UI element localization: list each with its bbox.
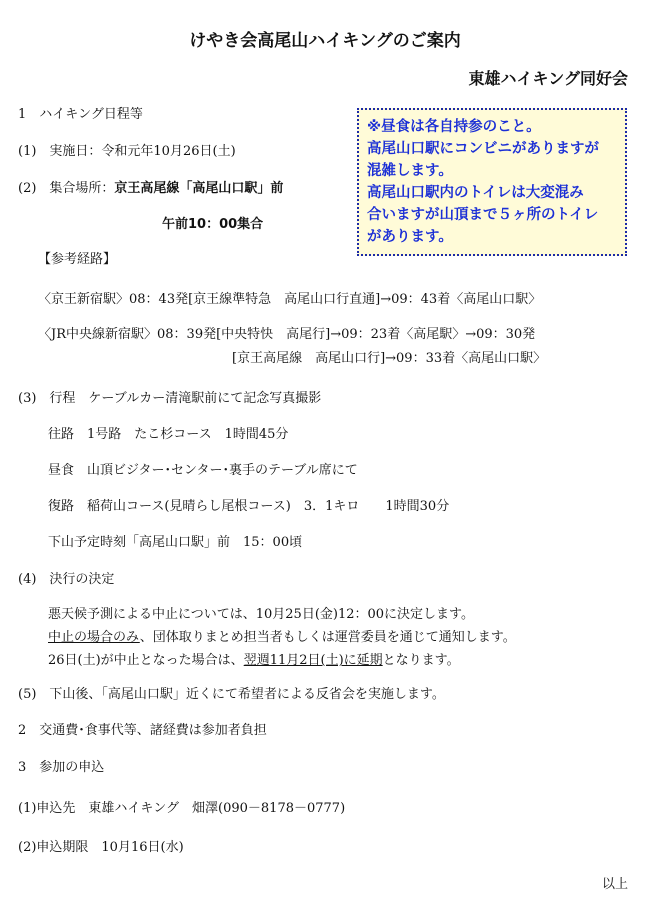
notice-line: ※昼食は各自持参のこと。 — [367, 119, 541, 135]
decision-underline: 翌週11月2日(土)に延期 — [243, 653, 383, 668]
decision-heading: (4) 決行の決定 — [18, 572, 115, 587]
route-line: 〈JR中央線新宿駅〉08：39発[中央特快 高尾行]→09：23着〈高尾駅〉→09：30発 — [38, 327, 536, 342]
itinerary-lunch: 昼食 山頂ビジター･センター･裏手のテーブル席にて — [48, 463, 358, 478]
meeting-time: 午前10：00集合 — [162, 217, 264, 232]
closing-mark: 以上 — [601, 877, 628, 892]
decision-text: となります。 — [382, 653, 460, 668]
decision-line: 悪天候予測による中止については、10月25日(金)12：00に決定します。 — [48, 607, 475, 622]
reflection-meeting: (5) 下山後、「高尾山口駅」近くにて希望者による反省会を実施します。 — [18, 687, 445, 702]
notice-line: 合いますが山頂まで５ヶ所のトイレ — [367, 207, 599, 223]
itinerary-return: 復路 稲荷山コース(見晴らし尾根コース) 3．1キロ 1時間30分 — [48, 499, 450, 514]
decision-line — [48, 626, 516, 645]
decision-text: 、団体取りまとめ担当者もしくは運営委員を通じて通知します。 — [139, 630, 516, 645]
notice-line: があります。 — [367, 229, 453, 245]
lunch-toilet-notice-box — [357, 108, 627, 256]
itinerary-outbound: 往路 1号路 たこ杉コース 1時間45分 — [48, 427, 289, 442]
application-deadline: (2)申込期限 10月16日(水) — [18, 840, 184, 855]
meeting-place-label: (2) 集合場所： — [18, 181, 115, 196]
route-line: [京王高尾線 高尾山口行]→09：33着〈高尾山口駅〉 — [232, 351, 547, 366]
notice-line: 高尾山口駅にコンビニがありますが — [367, 141, 599, 157]
section2-costs: 2 交通費･食事代等、諸経費は参加者負担 — [18, 723, 267, 738]
decision-underline: 中止の場合のみ — [48, 630, 140, 645]
notice-line: 混雑します。 — [367, 163, 453, 179]
decision-text: 26日(土)が中止となった場合は、 — [48, 653, 244, 668]
notice-line: 高尾山口駅内のトイレは大変混み — [367, 185, 584, 201]
itinerary-descent: 下山予定時刻「高尾山口駅」前 15：00頃 — [48, 535, 303, 550]
itinerary-heading: (3) 行程 ケーブルカー清滝駅前にて記念写真撮影 — [18, 391, 322, 406]
document-title: けやき会高尾山ハイキングのご案内 — [189, 31, 461, 51]
meeting-place-value: 京王高尾線「高尾山口駅」前 — [114, 181, 284, 196]
section1-heading: 1 ハイキング日程等 — [18, 107, 143, 122]
decision-line — [48, 649, 460, 668]
application-contact: (1)申込先 東雄ハイキング 畑澤(090－8178－0777) — [18, 801, 346, 816]
organizer-name: 東雄ハイキング同好会 — [468, 69, 628, 88]
route-line: 〈京王新宿駅〉08：43発[京王線準特急 高尾山口行直通]→09：43着〈高尾山口駅〉 — [38, 292, 542, 307]
meeting-place — [18, 177, 283, 196]
route-heading: 【参考経路】 — [38, 252, 117, 267]
section3-heading: 3 参加の申込 — [18, 760, 105, 775]
event-date: (1) 実施日：令和元年10月26日(土) — [18, 144, 236, 159]
